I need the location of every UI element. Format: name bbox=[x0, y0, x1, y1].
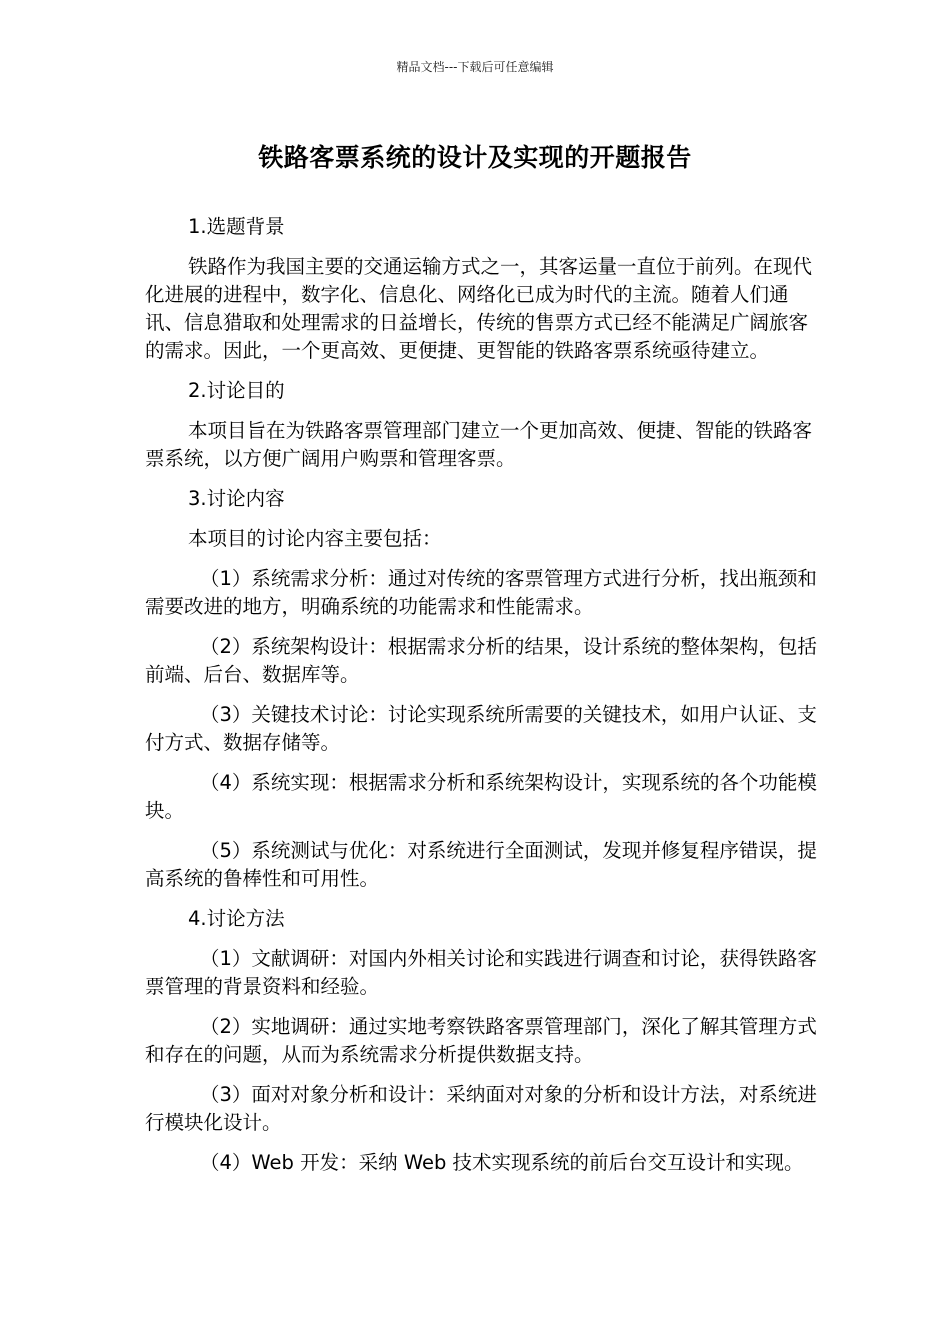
page-header-note: 精品文档---下载后可任意编辑 bbox=[396, 60, 554, 74]
section-heading-content: 3.讨论内容 bbox=[188, 487, 285, 510]
list-item: （2）系统架构设计：根据需求分析的结果，设计系统的整体架构，包括前端、后台、数据库等。 bbox=[145, 635, 817, 686]
document-title: 铁路客票系统的设计及实现的开题报告 bbox=[258, 143, 692, 172]
list-item: （4）Web 开发：采纳 Web 技术实现系统的前后台交互设计和实现。 bbox=[200, 1151, 804, 1174]
section-heading-background: 1.选题背景 bbox=[188, 215, 285, 238]
list-item: （5）系统测试与优化：对系统进行全面测试，发现并修复程序错误，提高系统的鲁棒性和可用性。 bbox=[145, 839, 817, 890]
list-item: （4）系统实现：根据需求分析和系统架构设计，实现系统的各个功能模块。 bbox=[145, 771, 817, 822]
paragraph-purpose: 本项目旨在为铁路客票管理部门建立一个更加高效、便捷、智能的铁路客票系统，以方便广阔用户购票和管理客票。 bbox=[145, 419, 813, 470]
list-item: （3）面对对象分析和设计：采纳面对对象的分析和设计方法，对系统进行模块化设计。 bbox=[145, 1083, 817, 1134]
list-item: （2）实地调研：通过实地考察铁路客票管理部门，深化了解其管理方式和存在的问题，从而为系统需求分析提供数据支持。 bbox=[145, 1015, 817, 1066]
section-heading-methods: 4.讨论方法 bbox=[188, 907, 285, 930]
list-item: （1）文献调研：对国内外相关讨论和实践进行调查和讨论，获得铁路客票管理的背景资料和经验。 bbox=[145, 947, 817, 998]
paragraph-background: 铁路作为我国主要的交通运输方式之一，其客运量一直位于前列。在现代化进展的进程中，数字化、信息化、网络化已成为时代的主流。随着人们通讯、信息猎取和处理需求的日益增长，传统的售票方式已经不能满足广阔旅客的需求。因此，一个更高效、更便捷、更智能的铁路客票系统亟待建立。 bbox=[145, 255, 813, 362]
document-body bbox=[145, 213, 825, 1189]
list-item: （1）系统需求分析：通过对传统的客票管理方式进行分析，找出瓶颈和需要改进的地方，明确系统的功能需求和性能需求。 bbox=[145, 567, 817, 618]
list-item: （3）关键技术讨论：讨论实现系统所需要的关键技术，如用户认证、支付方式、数据存储等。 bbox=[145, 703, 817, 754]
paragraph-content-intro: 本项目的讨论内容主要包括： bbox=[188, 527, 442, 550]
section-heading-purpose: 2.讨论目的 bbox=[188, 379, 285, 402]
